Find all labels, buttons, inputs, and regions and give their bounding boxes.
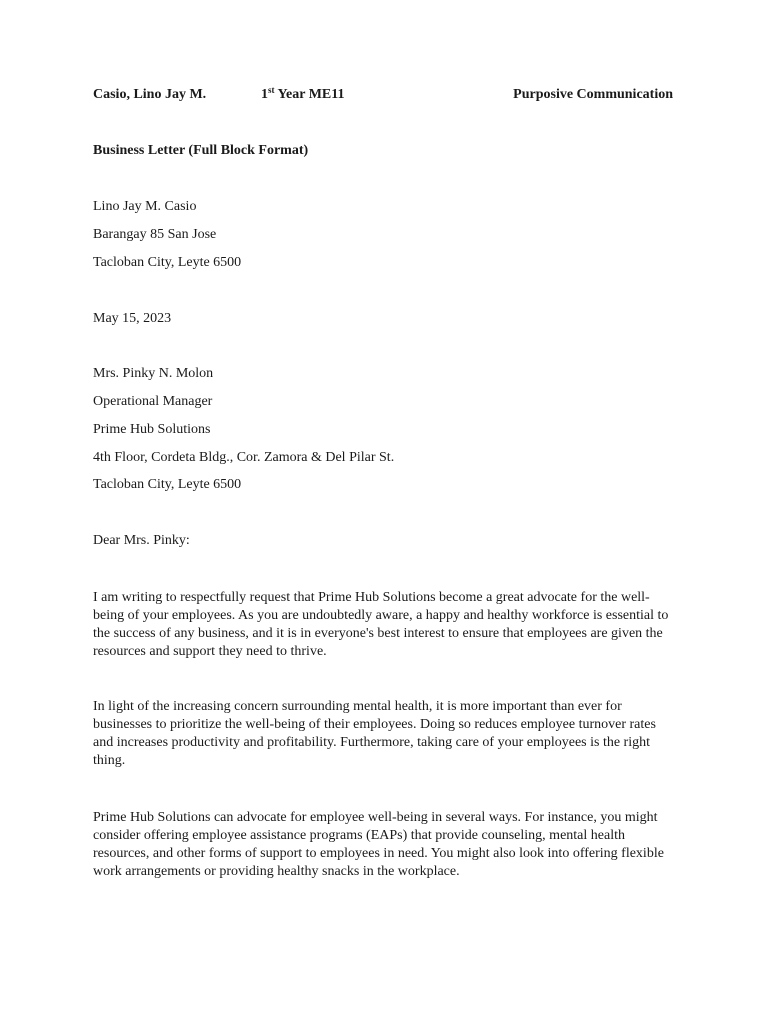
- year-level: [261, 87, 345, 103]
- recipient-company: Prime Hub Solutions: [93, 422, 211, 437]
- recipient-position: Operational Manager: [93, 394, 213, 409]
- document-header: [93, 87, 673, 107]
- body-paragraph-1: I am writing to respectfully request that Prime Hub Solutions become a great advocate for the well-being of your employees. As you are undoubtedly aware, a happy and healthy workforce is essential to the success of any business, and it is in everyone's best interest to ensure that employees are given the resources and support they need to thrive.: [93, 590, 669, 659]
- year-ordinal-suffix: st: [268, 85, 275, 95]
- student-name: Casio, Lino Jay M.: [93, 87, 207, 102]
- year-number: 1: [261, 87, 268, 102]
- recipient-address-line2: Tacloban City, Leyte 6500: [93, 477, 242, 492]
- sender-address-line1: Barangay 85 San Jose: [93, 227, 217, 242]
- sender-name: Lino Jay M. Casio: [93, 199, 197, 214]
- year-section: Year ME11: [274, 87, 345, 102]
- salutation: Dear Mrs. Pinky:: [93, 533, 190, 548]
- body-paragraph-2: In light of the increasing concern surrounding mental health, it is more important than ever for businesses to prioritize the well-being of their employees. Doing so reduces employee turnover rates and increases productivity and profitability. Furthermore, taking care of your employees is the right thing.: [93, 699, 656, 768]
- body-paragraph-3: Prime Hub Solutions can advocate for employee well-being in several ways. For instance, you might consider offering employee assistance programs (EAPs) that provide counseling, mental health resources, and other forms of support to employees in need. You might also look into offering flexible work arrangements or providing healthy snacks in the workplace.: [93, 810, 664, 879]
- course-name: Purposive Communication: [513, 87, 673, 102]
- recipient-address-line1: 4th Floor, Cordeta Bldg., Cor. Zamora & Del Pilar St.: [93, 450, 395, 465]
- sender-address-line2: Tacloban City, Leyte 6500: [93, 255, 242, 270]
- recipient-name: Mrs. Pinky N. Molon: [93, 366, 214, 381]
- letter-date: May 15, 2023: [93, 311, 172, 326]
- document-title: Business Letter (Full Block Format): [93, 143, 309, 158]
